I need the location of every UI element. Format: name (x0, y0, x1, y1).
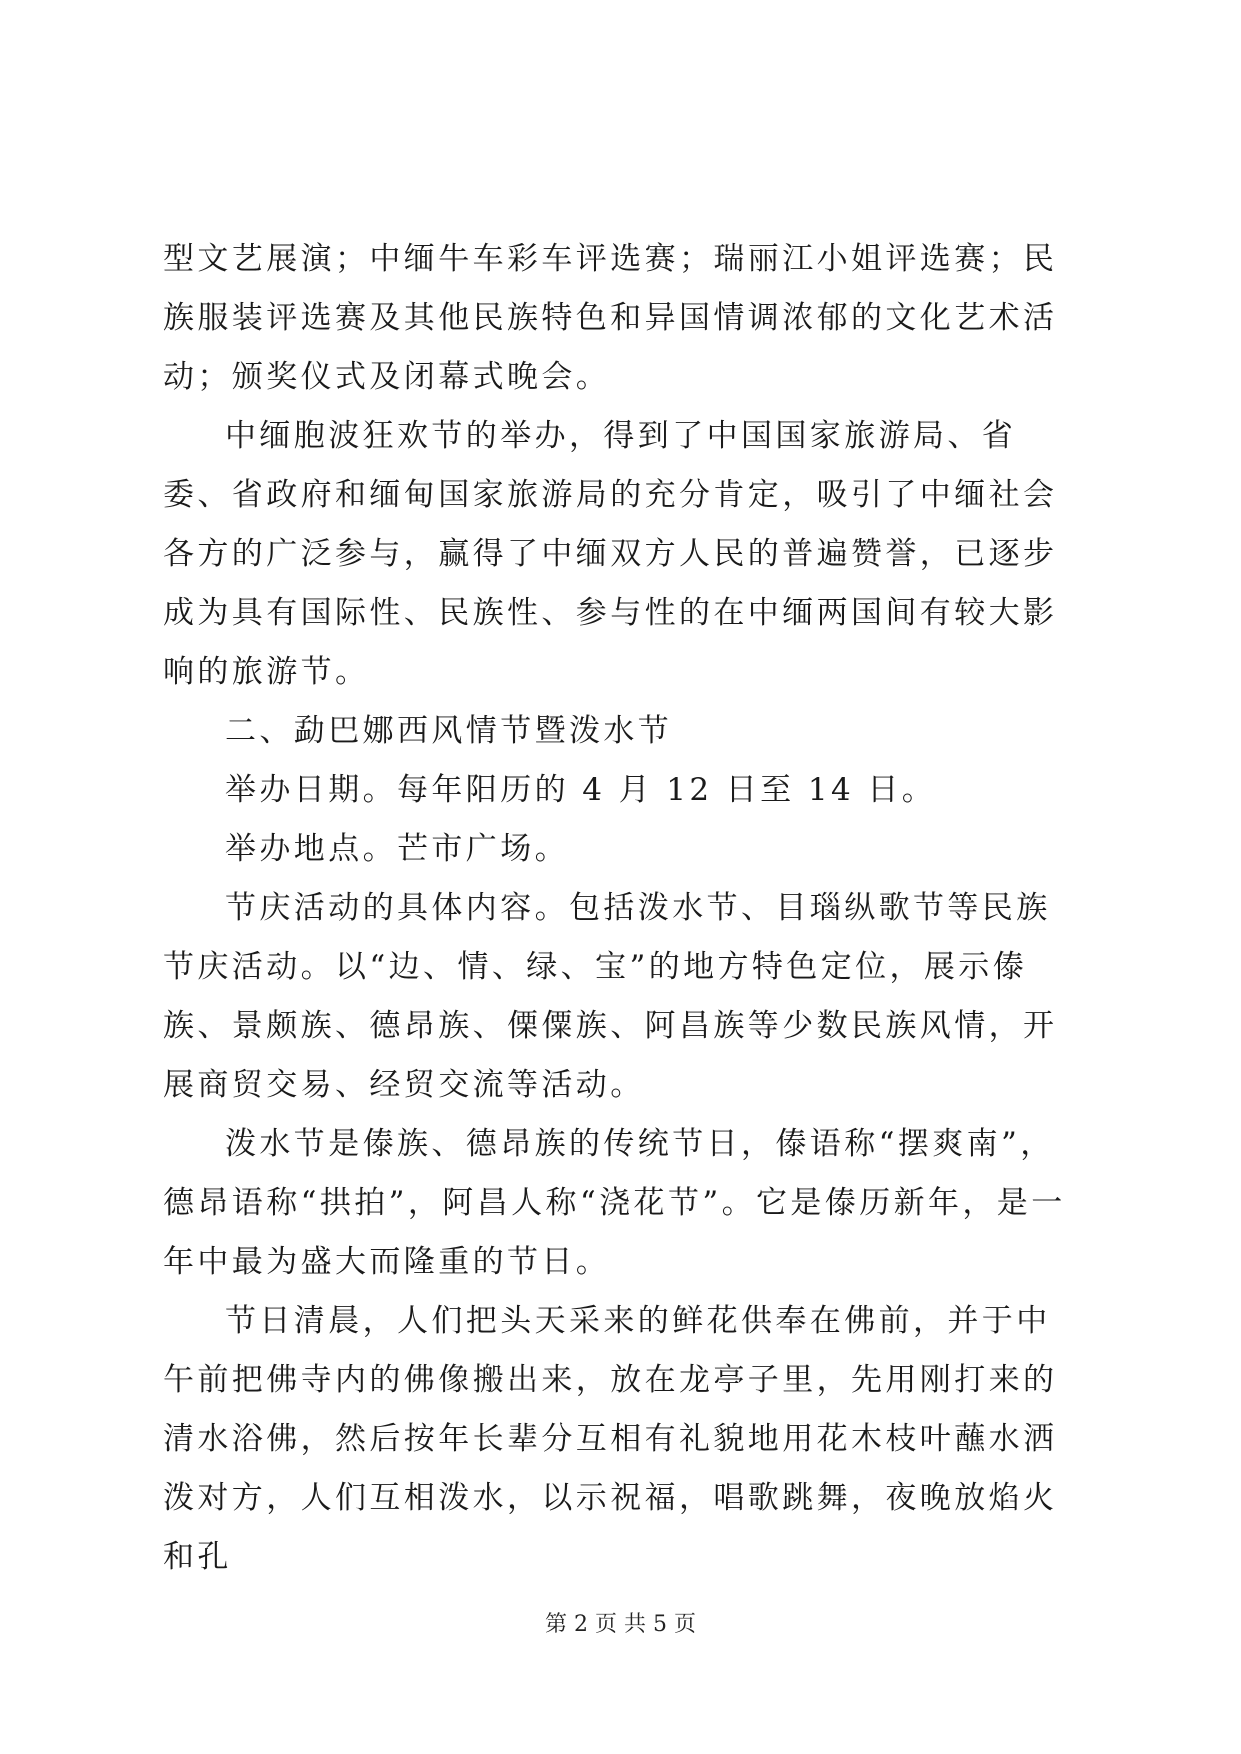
paragraph-continuation: 型文艺展演；中缅牛车彩车评选赛；瑞丽江小姐评选赛；民族服装评选赛及其他民族特色和异国情调浓郁的文化艺术活动；颁奖仪式及闭幕式晚会。 (163, 241, 1058, 395)
paragraph-festival-morning: 节日清晨，人们把头天采来的鲜花供奉在佛前，并于中午前把佛寺内的佛像搬出来，放在龙亭子里，先用刚打来的清水浴佛，然后按年长辈分互相有礼貌地用花木枝叶蘸水洒泼对方，人们互相泼水，以示祝福，唱歌跳舞，夜晚放焰火和孔 (163, 1303, 1058, 1575)
paragraph-festival-impact: 中缅胞波狂欢节的举办，得到了中国国家旅游局、省委、省政府和缅甸国家旅游局的充分肯定，吸引了中缅社会各方的广泛参与，赢得了中缅双方人民的普遍赞誉，已逐步成为具有国际性、民族性、参与性的在中缅两国间有较大影响的旅游节。 (163, 418, 1058, 690)
section-heading-water-festival: 二、勐巴娜西风情节暨泼水节 (225, 713, 673, 749)
paragraph-activities: 节庆活动的具体内容。包括泼水节、目瑙纵歌节等民族节庆活动。以“边、情、绿、宝”的地方特色定位，展示傣族、景颇族、德昂族、傈僳族、阿昌族等少数民族风情，开展商贸交易、经贸交流等活动。 (163, 890, 1058, 1103)
page-number-footer: 第 2 页 共 5 页 (545, 1612, 696, 1637)
document-body (163, 230, 1083, 1587)
paragraph-location: 举办地点。芒市广场。 (225, 831, 569, 867)
paragraph-date: 举办日期。每年阳历的 4 月 12 日至 14 日。 (225, 772, 937, 808)
paragraph-water-festival-intro: 泼水节是傣族、德昂族的传统节日，傣语称“摆爽南”，德昂语称“拱拍”，阿昌人称“浇花节”。它是傣历新年，是一年中最为盛大而隆重的节日。 (163, 1126, 1066, 1280)
